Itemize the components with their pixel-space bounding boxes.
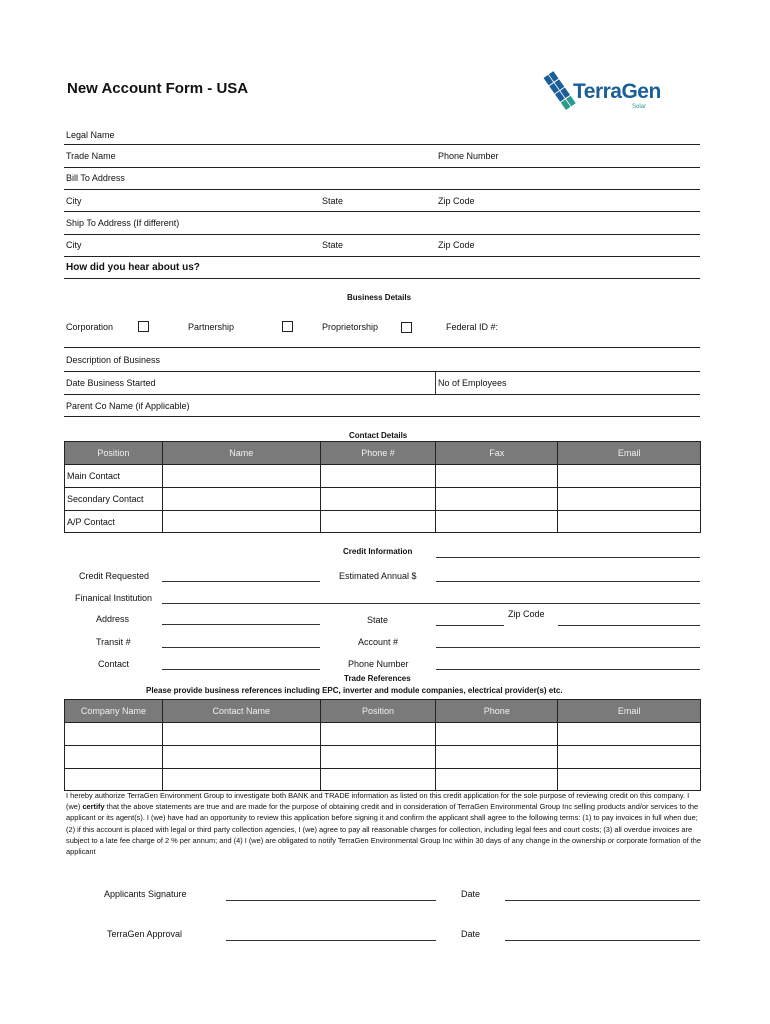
trade-references-subheading: Please provide business references including EPC, inverter and module companies, electrical provider(s) etc. — [146, 686, 563, 695]
approval-date-line[interactable] — [505, 940, 700, 941]
how-hear-label: How did you hear about us? — [66, 262, 200, 273]
column-header: Position — [320, 700, 436, 723]
ship-to-label: Ship To Address (If different) — [66, 218, 180, 228]
approval-date-label: Date — [461, 929, 481, 939]
table-cell[interactable] — [320, 511, 436, 533]
employees-label: No of Employees — [438, 378, 507, 388]
terragen-logo — [543, 68, 678, 114]
table-cell[interactable] — [162, 769, 320, 791]
credit-requested-line[interactable] — [162, 581, 320, 582]
table-cell[interactable] — [558, 511, 701, 533]
trade-name-label: Trade Name — [66, 151, 116, 161]
transit-line[interactable] — [162, 647, 320, 648]
disclaimer-certify: certify — [82, 802, 105, 812]
ship-zip-label: Zip Code — [438, 240, 475, 250]
credit-requested-label: Credit Requested — [79, 571, 150, 581]
page-title: New Account Form - USA — [67, 80, 249, 97]
bill-to-line[interactable] — [64, 189, 700, 190]
bill-to-label: Bill To Address — [66, 173, 125, 183]
contact-header-row — [65, 442, 701, 465]
approval-signature-line[interactable] — [226, 940, 436, 941]
logo-subtext: Solar — [632, 104, 647, 110]
proprietorship-checkbox[interactable] — [401, 322, 412, 333]
table-row — [65, 511, 701, 533]
column-header: Contact Name — [162, 700, 320, 723]
zip-label: Zip Code — [438, 196, 475, 206]
how-hear-line[interactable] — [64, 278, 700, 279]
logo-wordmark: TerraGen — [573, 80, 661, 103]
table-cell[interactable] — [436, 723, 558, 746]
trade-name-line[interactable] — [64, 167, 700, 168]
credit-info-line[interactable] — [436, 557, 700, 558]
corporation-label: Corporation — [66, 322, 114, 332]
credit-phone-label: Phone Number — [348, 659, 409, 669]
table-cell[interactable] — [436, 511, 558, 533]
table-cell[interactable] — [436, 488, 558, 511]
table-cell[interactable] — [436, 746, 558, 769]
table-cell[interactable] — [162, 488, 320, 511]
table-cell[interactable] — [162, 465, 320, 488]
city-label: City — [66, 196, 82, 206]
applicant-date-line[interactable] — [505, 900, 700, 901]
authorization-disclaimer — [66, 790, 702, 857]
table-cell[interactable] — [558, 488, 701, 511]
table-cell[interactable] — [162, 723, 320, 746]
applicant-date-label: Date — [461, 889, 481, 899]
table-row — [65, 488, 701, 511]
contact-details-heading: Contact Details — [349, 431, 408, 440]
date-started-label: Date Business Started — [66, 378, 156, 388]
trade-references-table — [64, 699, 701, 791]
parent-co-label: Parent Co Name (if Applicable) — [66, 401, 190, 411]
credit-contact-label: Contact — [98, 659, 130, 669]
table-cell[interactable] — [436, 465, 558, 488]
proprietorship-label: Proprietorship — [322, 322, 379, 332]
row-label: Secondary Contact — [65, 488, 163, 511]
column-header: Email — [558, 442, 701, 465]
table-cell[interactable] — [162, 746, 320, 769]
ship-city-line[interactable] — [64, 256, 700, 257]
city-line[interactable] — [64, 211, 700, 212]
disclaimer-text: that the above statements are true and are made for the purpose of obtaining credit and in consideration of TerraGen Environmental Group Inc selling products and/or services to the applicant or its agent(s). I (we) have had an opportunity to review this application before signing it and confirm the applicant shall agree to the following terms: (1) to pay invoices in full when due; (2) if this account is placed with legal or third party collection agencies, I (we) agree to pay all reasonable charges for collection, including legal fees and court costs; (3) all overdue invoices are subject to a late fee charge of 2 % per annum; and (4) I (we) are obligated to notify TerraGen Environmental Group Inc within 30 days of any change in the ownership or corporate formation of the applicant — [66, 802, 701, 857]
table-cell[interactable] — [65, 723, 163, 746]
legal-name-line[interactable] — [64, 144, 700, 145]
estimated-annual-line[interactable] — [436, 581, 700, 582]
credit-address-label: Address — [96, 614, 130, 624]
column-header: Position — [65, 442, 163, 465]
ship-city-label: City — [66, 240, 82, 250]
table-cell[interactable] — [162, 511, 320, 533]
parent-co-line[interactable] — [64, 416, 700, 417]
table-cell[interactable] — [320, 488, 436, 511]
credit-info-heading: Credit Information — [343, 547, 413, 556]
credit-phone-line[interactable] — [436, 669, 700, 670]
applicant-signature-label: Applicants Signature — [104, 889, 187, 899]
table-cell[interactable] — [320, 723, 436, 746]
account-line[interactable] — [436, 647, 700, 648]
row-label: A/P Contact — [65, 511, 163, 533]
description-label: Description of Business — [66, 355, 161, 365]
approval-label: TerraGen Approval — [107, 929, 183, 939]
table-cell[interactable] — [65, 746, 163, 769]
account-label: Account # — [358, 637, 399, 647]
date-started-line[interactable] — [64, 394, 700, 395]
row-label: Main Contact — [65, 465, 163, 488]
table-cell[interactable] — [436, 769, 558, 791]
credit-address-line[interactable] — [162, 624, 320, 625]
institution-line[interactable] — [162, 603, 700, 604]
institution-label: Finanical Institution — [75, 593, 153, 603]
corporation-checkbox[interactable] — [138, 321, 149, 332]
ship-state-label: State — [322, 240, 344, 250]
legal-name-label: Legal Name — [66, 130, 115, 140]
contact-table — [64, 441, 701, 533]
table-cell[interactable] — [65, 769, 163, 791]
trade-header-row — [65, 700, 701, 723]
business-details-heading: Business Details — [347, 293, 412, 302]
credit-state-label: State — [367, 615, 389, 625]
table-cell[interactable] — [320, 465, 436, 488]
table-row — [65, 769, 701, 791]
column-header: Name — [162, 442, 320, 465]
table-cell[interactable] — [558, 723, 701, 746]
table-cell[interactable] — [558, 746, 701, 769]
table-row — [65, 723, 701, 746]
table-row — [65, 465, 701, 488]
credit-state-line[interactable] — [436, 625, 504, 626]
column-header: Phone — [436, 700, 558, 723]
column-header: Company Name — [65, 700, 163, 723]
partnership-label: Partnership — [188, 322, 235, 332]
column-header: Phone # — [320, 442, 436, 465]
state-label: State — [322, 196, 344, 206]
table-row — [65, 746, 701, 769]
estimated-annual-label: Estimated Annual $ — [339, 571, 417, 581]
table-cell[interactable] — [558, 465, 701, 488]
table-cell[interactable] — [320, 746, 436, 769]
table-cell[interactable] — [320, 769, 436, 791]
transit-label: Transit # — [96, 637, 131, 647]
column-header: Fax — [436, 442, 558, 465]
table-cell[interactable] — [558, 769, 701, 791]
phone-number-label: Phone Number — [438, 151, 499, 161]
credit-zip-line[interactable] — [558, 625, 700, 626]
federal-id-line[interactable] — [64, 347, 700, 348]
description-line[interactable] — [64, 371, 700, 372]
credit-zip-label: Zip Code — [508, 609, 545, 619]
ship-to-line[interactable] — [64, 234, 700, 235]
applicant-signature-line[interactable] — [226, 900, 436, 901]
column-header: Email — [558, 700, 701, 723]
date-started-divider — [435, 372, 436, 394]
disclaimer-text: I hereby authorize TerraGen Environment Group to investigate both BANK and TRADE information as listed on this credit application for the sole purpose of reviewing credit on this company. I (we) — [66, 791, 690, 812]
partnership-checkbox[interactable] — [282, 321, 293, 332]
federal-id-label: Federal ID #: — [446, 322, 499, 332]
credit-contact-line[interactable] — [162, 669, 320, 670]
trade-references-heading: Trade References — [344, 674, 411, 683]
